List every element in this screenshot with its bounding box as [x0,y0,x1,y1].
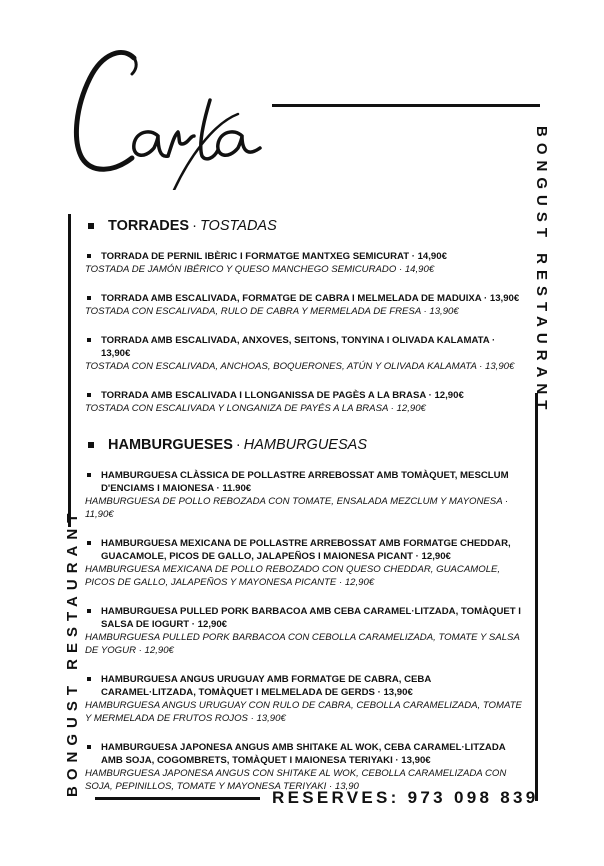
item-title-line [85,605,525,631]
menu-item [85,605,525,657]
bullet-icon [87,393,91,397]
item-title: TORRADA AMB ESCALIVADA I LLONGANISSA DE PAGÈS A LA BRASA · 12,90€ [101,390,464,401]
item-title-line [85,469,525,495]
menu-item [85,673,525,725]
brand-vertical-left: BONGUST RESTAURANT [64,507,81,797]
menu-item [85,389,525,415]
item-title: HAMBURGUESA MEXICANA DE POLLASTRE ARREBOSSAT AMB FORMATGE CHEDDAR, GUACAMOLE, PICOS DE GALLO, JALAPEÑOS I MAIONESA PICANT · 12,90€ [101,538,511,562]
section-name: TORRADES [108,218,190,234]
menu-item [85,741,525,793]
item-title: TORRADA AMB ESCALIVADA, ANXOVES, SEITONS, TONYINA I OLIVADA KALAMATA · 13,90€ [101,335,496,359]
bullet-icon [87,745,91,749]
bullet-icon [88,442,94,448]
item-title: HAMBURGUESA CLÀSSICA DE POLLASTRE ARREBOSSAT AMB TOMÀQUET, MESCLUM D'ENCIAMS I MAIONESA · 11.90€ [101,470,509,494]
bullet-icon [87,254,91,258]
item-title: HAMBURGUESA JAPONESA ANGUS AMB SHITAKE AL WOK, CEBA CARAMEL·LITZADA AMB SOJA, COGOMBRETS, TOMÀQUET I MAIONESA TERIYAKI · 13,90€ [101,742,506,766]
section-translation: HAMBURGUESAS [243,437,367,453]
brand-vertical-right: BONGUST RESTAURANT [533,126,550,416]
menu-content [85,218,525,809]
item-translation: HAMBURGUESA MEXICANA DE POLLO REBOZADO CON QUESO CHEDDAR, GUACAMOLE, PICOS DE GALLO, JALAPEÑOS Y MAYONESA PICANTE · 12,90€ [85,564,501,588]
item-translation: TOSTADA CON ESCALIVADA, RULO DE CABRA Y MERMELADA DE FRESA · 13,90€ [85,306,459,317]
menu-item [85,537,525,589]
item-title-line [85,537,525,563]
section-heading [85,437,525,453]
bullet-icon [87,677,91,681]
item-translation: TOSTADA DE JAMÓN IBÉRICO Y QUESO MANCHEGO SEMICURADO · 14,90€ [85,264,435,275]
item-translation: TOSTADA CON ESCALIVADA Y LONGANIZA DE PAYÉS A LA BRASA · 12,90€ [85,403,426,414]
section-name: HAMBURGUESES [108,437,233,453]
item-title: HAMBURGUESA PULLED PORK BARBACOA AMB CEBA CARAMEL·LITZADA, TOMÀQUET I SALSA DE IOGURT · 12,90€ [101,606,521,630]
item-title: TORRADA AMB ESCALIVADA, FORMATGE DE CABRA I MELMELADA DE MADUIXA · 13,90€ [101,293,520,304]
item-title-line [85,334,525,360]
section-translation: TOSTADAS [199,218,277,234]
bullet-icon [87,609,91,613]
item-translation: HAMBURGUESA PULLED PORK BARBACOA CON CEBOLLA CARAMELIZADA, TOMATE Y SALSA DE YOGUR · 12,90€ [85,632,520,656]
section-torrades [85,218,525,415]
bullet-icon [87,541,91,545]
top-divider-line [272,104,540,107]
item-title: TORRADA DE PERNIL IBÈRIC I FORMATGE MANTXEG SEMICURAT · 14,90€ [101,251,447,262]
item-translation: HAMBURGUESA ANGUS URUGUAY CON RULO DE CABRA, CEBOLLA CARAMELIZADA, TOMATE Y MERMELADA DE FRUTOS ROJOS · 13,90€ [85,700,522,724]
item-translation: HAMBURGUESA JAPONESA ANGUS CON SHITAKE AL WOK, CEBOLLA CARAMELIZADA CON SOJA, PEPINILLOS, TOMATE Y MAYONESA TERIYAKI · 13,90 [85,768,507,792]
reservations-phone: RESERVES: 973 098 839 [272,788,539,807]
item-translation: HAMBURGUESA DE POLLO REBOZADA CON TOMATE, ENSALADA MEZCLUM Y MAYONESA · 11,90€ [85,496,509,520]
section-separator: · [192,218,197,234]
menu-item [85,469,525,521]
menu-item [85,250,525,276]
menu-item [85,292,525,318]
item-title-line [85,250,525,263]
carta-script-title [62,40,272,190]
item-title-line [85,389,525,402]
bullet-icon [87,296,91,300]
left-vertical-line [68,214,71,527]
item-title-line [85,741,525,767]
item-title-line [85,292,525,305]
item-translation: TOSTADA CON ESCALIVADA, ANCHOAS, BOQUERONES, ATÚN Y OLIVADA KALAMATA · 13,90€ [85,361,515,372]
section-heading [85,218,525,234]
item-title-line [85,673,525,699]
bullet-icon [87,473,91,477]
section-separator: · [235,437,241,453]
section-hamburgueses [85,437,525,793]
item-title: HAMBURGUESA ANGUS URUGUAY AMB FORMATGE DE CABRA, CEBA CARAMEL·LITZADA, TOMÀQUET I MELMELADA DE GERDS · 13,90€ [101,674,431,698]
menu-item [85,334,525,373]
bullet-icon [87,338,91,342]
bullet-icon [88,223,94,229]
right-vertical-line [535,393,538,801]
